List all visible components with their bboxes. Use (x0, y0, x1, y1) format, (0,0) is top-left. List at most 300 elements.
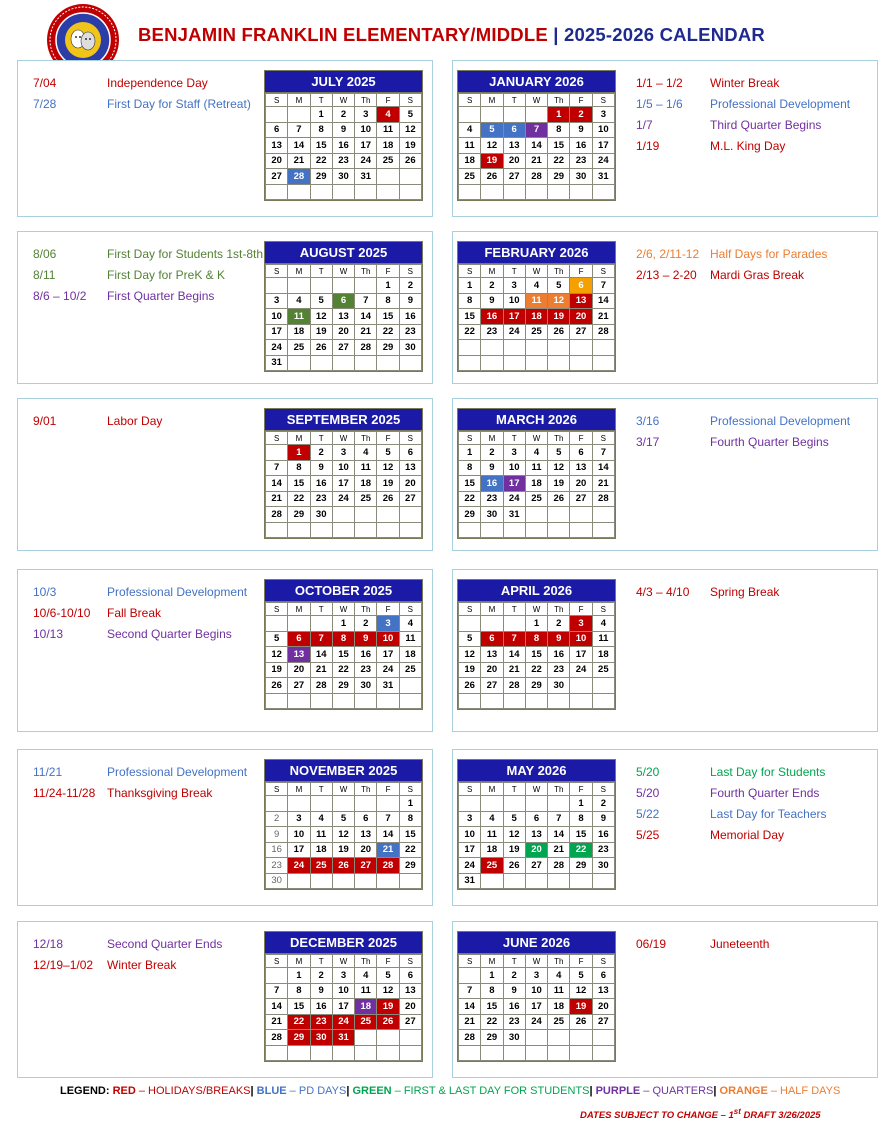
day-cell: 10 (332, 983, 354, 999)
day-cell: 8 (310, 122, 332, 138)
day-cell: 12 (332, 827, 354, 843)
empty-cell (459, 796, 481, 812)
day-cell: 30 (592, 858, 614, 874)
empty-cell (459, 1045, 481, 1061)
event-text: Fourth Quarter Begins (710, 435, 829, 449)
event-text: Winter Break (710, 76, 780, 90)
day-cell: 26 (503, 858, 525, 874)
weekday-header: W (525, 783, 547, 796)
empty-cell (503, 522, 525, 538)
event-text: Professional Development (107, 585, 248, 599)
day-cell: 15 (459, 476, 481, 492)
day-cell: 8 (459, 460, 481, 476)
empty-cell (503, 107, 525, 123)
empty-cell (310, 522, 332, 538)
day-cell: 25 (481, 858, 503, 874)
day-cell: 6 (570, 278, 592, 294)
day-cell: 28 (503, 678, 525, 694)
empty-cell (525, 1030, 547, 1046)
day-cell: 31 (332, 1030, 354, 1046)
empty-cell (266, 184, 288, 200)
weekday-header: F (377, 432, 399, 445)
day-cell: 31 (266, 355, 288, 371)
empty-cell (310, 616, 332, 632)
day-cell: 23 (570, 153, 592, 169)
day-cell: 5 (570, 968, 592, 984)
day-cell: 10 (377, 631, 399, 647)
weekday-header: M (481, 432, 503, 445)
month-calendar (264, 70, 423, 201)
day-cell: 30 (548, 678, 570, 694)
weekday-header: Th (548, 432, 570, 445)
day-cell: 21 (377, 842, 399, 858)
day-cell: 3 (332, 445, 354, 461)
event-text: Professional Development (710, 97, 851, 111)
event-text: Memorial Day (710, 828, 785, 842)
empty-cell (525, 107, 547, 123)
weekday-header: S (266, 94, 288, 107)
day-cell: 16 (570, 138, 592, 154)
weekday-header: S (399, 94, 421, 107)
empty-cell (503, 873, 525, 889)
empty-cell (288, 355, 310, 371)
day-cell: 22 (481, 1014, 503, 1030)
day-cell: 24 (592, 153, 614, 169)
day-cell: 27 (481, 678, 503, 694)
day-cell: 19 (399, 138, 421, 154)
day-cell: 19 (377, 476, 399, 492)
day-cell: 28 (525, 169, 547, 185)
empty-cell (310, 278, 332, 294)
empty-cell (481, 693, 503, 709)
day-cell: 30 (355, 678, 377, 694)
day-cell: 31 (355, 169, 377, 185)
day-cell: 23 (332, 153, 354, 169)
day-cell: 14 (525, 138, 547, 154)
empty-cell (399, 1045, 421, 1061)
day-cell: 5 (399, 107, 421, 123)
weekday-header: Th (548, 94, 570, 107)
day-cell: 4 (288, 293, 310, 309)
weekday-header: S (592, 783, 614, 796)
day-cell: 23 (503, 1014, 525, 1030)
day-cell: 22 (332, 662, 354, 678)
empty-cell (266, 616, 288, 632)
day-cell: 27 (570, 324, 592, 340)
weekday-header: M (481, 265, 503, 278)
day-cell: 9 (310, 460, 332, 476)
title-separator: | (547, 24, 564, 45)
day-cell: 11 (459, 138, 481, 154)
day-cell: 8 (377, 293, 399, 309)
legend-item (257, 1085, 347, 1097)
day-cell: 24 (288, 858, 310, 874)
empty-cell (570, 507, 592, 523)
event-date: 9/01 (33, 414, 57, 428)
weekday-header: T (503, 603, 525, 616)
empty-cell (377, 1045, 399, 1061)
day-cell: 26 (570, 1014, 592, 1030)
empty-cell (459, 693, 481, 709)
day-cell: 17 (355, 138, 377, 154)
day-cell: 7 (548, 811, 570, 827)
event-date: 5/22 (636, 807, 660, 821)
month-calendar (264, 408, 423, 539)
day-cell: 5 (459, 631, 481, 647)
day-cell: 14 (548, 827, 570, 843)
empty-cell (548, 693, 570, 709)
day-cell: 7 (459, 983, 481, 999)
day-cell: 3 (525, 968, 547, 984)
empty-cell (288, 796, 310, 812)
empty-cell (503, 355, 525, 371)
day-cell: 12 (503, 827, 525, 843)
day-cell: 19 (332, 842, 354, 858)
empty-cell (377, 796, 399, 812)
event-text: Labor Day (107, 414, 163, 428)
day-cell: 17 (570, 647, 592, 663)
day-cell: 13 (399, 460, 421, 476)
day-cell: 22 (399, 842, 421, 858)
empty-cell (548, 796, 570, 812)
day-cell: 26 (332, 858, 354, 874)
month-title: JANUARY 2026 (458, 71, 615, 93)
day-cell: 18 (525, 476, 547, 492)
day-cell: 16 (355, 647, 377, 663)
weekday-header: W (525, 603, 547, 616)
day-cell: 23 (481, 324, 503, 340)
day-cell: 5 (310, 293, 332, 309)
legend: LEGEND: RED – HOLIDAYS/BREAKS| BLUE – PD DAYS| GREEN – FIRST & LAST DAY FOR STUDENTS| PURPLE – QUARTERS| ORANGE – HALF DAYS (60, 1085, 841, 1097)
day-cell: 2 (266, 811, 288, 827)
day-cell: 10 (503, 460, 525, 476)
day-cell: 19 (548, 476, 570, 492)
day-cell: 20 (332, 324, 354, 340)
day-cell: 2 (592, 796, 614, 812)
empty-cell (377, 355, 399, 371)
empty-cell (459, 355, 481, 371)
empty-cell (355, 1045, 377, 1061)
day-cell: 13 (570, 293, 592, 309)
footer-text-pre: DATES SUBJECT TO CHANGE – 1 (580, 1110, 734, 1121)
empty-cell (548, 522, 570, 538)
empty-cell (266, 107, 288, 123)
day-cell: 13 (355, 827, 377, 843)
day-cell: 12 (481, 138, 503, 154)
day-cell: 6 (525, 811, 547, 827)
empty-cell (481, 184, 503, 200)
event-date: 8/06 (33, 247, 57, 261)
day-cell: 1 (459, 278, 481, 294)
weekday-header: M (288, 783, 310, 796)
day-cell: 29 (377, 340, 399, 356)
day-cell: 5 (377, 445, 399, 461)
event-date: 2/13 – 2-20 (636, 268, 697, 282)
event-text: First Day for Staff (Retreat) (107, 97, 251, 111)
legend-key: GREEN (352, 1085, 392, 1097)
day-cell: 15 (310, 138, 332, 154)
day-cell: 28 (266, 1030, 288, 1046)
day-cell: 28 (377, 858, 399, 874)
event-text: Professional Development (107, 765, 248, 779)
empty-cell (377, 169, 399, 185)
empty-cell (355, 355, 377, 371)
day-cell: 6 (503, 122, 525, 138)
month-title: MARCH 2026 (458, 409, 615, 431)
legend-key: RED (112, 1085, 136, 1097)
weekday-header: M (481, 94, 503, 107)
month-title: JULY 2025 (265, 71, 422, 93)
month-title: APRIL 2026 (458, 580, 615, 602)
empty-cell (481, 355, 503, 371)
month-calendar (457, 759, 616, 890)
empty-cell (592, 355, 614, 371)
weekday-header: W (332, 94, 354, 107)
day-cell: 2 (481, 445, 503, 461)
day-cell: 30 (332, 169, 354, 185)
empty-cell (525, 340, 547, 356)
weekday-header: M (288, 432, 310, 445)
weekday-header: Th (548, 783, 570, 796)
empty-cell (399, 522, 421, 538)
event-text: Winter Break (107, 958, 177, 972)
month-calendar (457, 408, 616, 539)
day-cell: 6 (481, 631, 503, 647)
weekday-header: S (266, 265, 288, 278)
day-cell: 9 (481, 293, 503, 309)
day-cell: 8 (399, 811, 421, 827)
weekday-header: Th (355, 94, 377, 107)
empty-cell (525, 507, 547, 523)
day-cell: 29 (310, 169, 332, 185)
empty-cell (592, 522, 614, 538)
day-cell: 21 (548, 842, 570, 858)
day-cell: 18 (355, 999, 377, 1015)
day-cell: 27 (266, 169, 288, 185)
day-cell: 20 (503, 153, 525, 169)
day-cell: 2 (355, 616, 377, 632)
day-cell: 16 (266, 842, 288, 858)
day-cell: 26 (377, 1014, 399, 1030)
empty-cell (399, 1030, 421, 1046)
legend-key: PURPLE (595, 1085, 641, 1097)
day-cell: 2 (503, 968, 525, 984)
day-cell: 29 (570, 858, 592, 874)
month-calendar (457, 241, 616, 372)
day-cell: 24 (570, 662, 592, 678)
weekday-header: S (459, 783, 481, 796)
weekday-header: T (503, 955, 525, 968)
day-cell: 23 (266, 858, 288, 874)
day-cell: 10 (288, 827, 310, 843)
day-cell: 11 (525, 293, 547, 309)
day-cell: 3 (332, 968, 354, 984)
event-date: 10/13 (33, 627, 64, 641)
footer-text-post: DRAFT 3/26/2025 (740, 1110, 821, 1121)
day-cell: 18 (481, 842, 503, 858)
day-cell: 5 (548, 445, 570, 461)
day-cell: 14 (266, 476, 288, 492)
day-cell: 28 (548, 858, 570, 874)
event-text: Second Quarter Begins (107, 627, 232, 641)
empty-cell (459, 107, 481, 123)
day-cell: 24 (377, 662, 399, 678)
day-cell: 19 (481, 153, 503, 169)
month-title: OCTOBER 2025 (265, 580, 422, 602)
day-cell: 13 (332, 309, 354, 325)
empty-cell (548, 1045, 570, 1061)
event-date: 5/20 (636, 765, 660, 779)
day-cell: 4 (525, 278, 547, 294)
weekday-header: W (332, 783, 354, 796)
weekday-header: S (592, 265, 614, 278)
day-cell: 12 (310, 309, 332, 325)
empty-cell (570, 355, 592, 371)
empty-cell (310, 796, 332, 812)
weekday-header: F (570, 603, 592, 616)
empty-cell (266, 522, 288, 538)
empty-cell (377, 184, 399, 200)
day-cell: 28 (459, 1030, 481, 1046)
weekday-header: S (459, 955, 481, 968)
empty-cell (332, 693, 354, 709)
day-cell: 8 (548, 122, 570, 138)
empty-cell (481, 340, 503, 356)
day-cell: 3 (503, 278, 525, 294)
day-cell: 17 (332, 999, 354, 1015)
weekday-header: F (570, 265, 592, 278)
day-cell: 7 (310, 631, 332, 647)
weekday-header: Th (548, 603, 570, 616)
event-text: Fall Break (107, 606, 162, 620)
weekday-header: F (570, 94, 592, 107)
day-cell: 2 (399, 278, 421, 294)
day-cell: 28 (266, 507, 288, 523)
day-cell: 21 (266, 491, 288, 507)
day-cell: 17 (525, 999, 547, 1015)
day-cell: 12 (399, 122, 421, 138)
empty-cell (332, 796, 354, 812)
footer-note (580, 1107, 821, 1121)
day-cell: 16 (481, 476, 503, 492)
day-cell: 17 (459, 842, 481, 858)
event-date: 5/20 (636, 786, 660, 800)
empty-cell (399, 693, 421, 709)
day-cell: 24 (525, 1014, 547, 1030)
day-cell: 26 (399, 153, 421, 169)
day-cell: 20 (570, 476, 592, 492)
day-cell: 14 (377, 827, 399, 843)
day-cell: 12 (548, 460, 570, 476)
empty-cell (548, 873, 570, 889)
day-cell: 10 (525, 983, 547, 999)
day-cell: 4 (310, 811, 332, 827)
day-cell: 7 (266, 983, 288, 999)
day-cell: 20 (355, 842, 377, 858)
month-calendar (264, 759, 423, 890)
day-cell: 24 (459, 858, 481, 874)
day-cell: 28 (592, 491, 614, 507)
event-date: 7/28 (33, 97, 57, 111)
day-cell: 1 (332, 616, 354, 632)
event-text: Last Day for Students (710, 765, 826, 779)
day-cell: 3 (570, 616, 592, 632)
empty-cell (503, 1045, 525, 1061)
weekday-header: W (525, 94, 547, 107)
weekday-header: W (332, 432, 354, 445)
empty-cell (310, 184, 332, 200)
day-cell: 27 (503, 169, 525, 185)
day-cell: 2 (332, 107, 354, 123)
day-cell: 20 (399, 476, 421, 492)
day-cell: 16 (310, 476, 332, 492)
empty-cell (548, 184, 570, 200)
day-cell: 13 (481, 647, 503, 663)
empty-cell (355, 873, 377, 889)
weekday-header: S (592, 94, 614, 107)
day-cell: 15 (288, 476, 310, 492)
day-cell: 23 (592, 842, 614, 858)
day-cell: 5 (266, 631, 288, 647)
legend-item (113, 1085, 251, 1097)
day-cell: 13 (266, 138, 288, 154)
month-title: JUNE 2026 (458, 932, 615, 954)
month-calendar (264, 579, 423, 710)
weekday-header: W (525, 265, 547, 278)
day-cell: 4 (399, 616, 421, 632)
day-cell: 27 (355, 858, 377, 874)
day-cell: 25 (288, 340, 310, 356)
weekday-header: F (377, 955, 399, 968)
month-title: FEBRUARY 2026 (458, 242, 615, 264)
day-cell: 6 (399, 968, 421, 984)
day-cell: 6 (355, 811, 377, 827)
event-text: First Day for PreK & K (107, 268, 226, 282)
day-cell: 12 (459, 647, 481, 663)
day-cell: 17 (592, 138, 614, 154)
day-cell: 19 (570, 999, 592, 1015)
month-title: MAY 2026 (458, 760, 615, 782)
month-calendar (264, 931, 423, 1062)
empty-cell (310, 355, 332, 371)
event-date: 1/1 – 1/2 (636, 76, 683, 90)
day-cell: 6 (399, 445, 421, 461)
day-cell: 8 (288, 983, 310, 999)
day-cell: 8 (288, 460, 310, 476)
event-date: 1/7 (636, 118, 653, 132)
day-cell: 23 (399, 324, 421, 340)
empty-cell (377, 693, 399, 709)
empty-cell (266, 968, 288, 984)
empty-cell (288, 1045, 310, 1061)
day-cell: 18 (548, 999, 570, 1015)
day-cell: 19 (548, 309, 570, 325)
day-cell: 25 (592, 662, 614, 678)
day-cell: 1 (570, 796, 592, 812)
day-cell: 26 (310, 340, 332, 356)
weekday-header: S (459, 432, 481, 445)
empty-cell (570, 693, 592, 709)
day-cell: 30 (310, 1030, 332, 1046)
day-cell: 11 (310, 827, 332, 843)
day-cell: 22 (310, 153, 332, 169)
weekday-header: S (266, 783, 288, 796)
day-cell: 22 (459, 324, 481, 340)
day-cell: 18 (377, 138, 399, 154)
weekday-header: T (503, 265, 525, 278)
day-cell: 6 (570, 445, 592, 461)
weekday-header: S (459, 94, 481, 107)
